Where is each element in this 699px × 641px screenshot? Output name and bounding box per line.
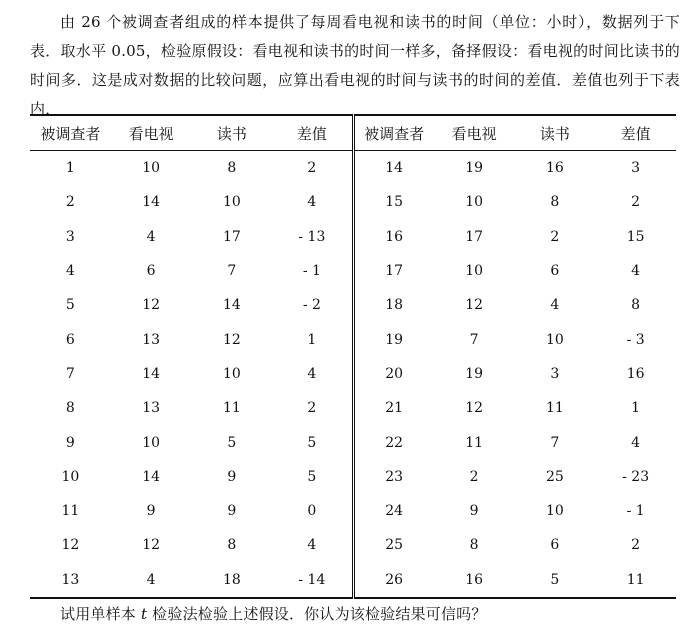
- table-row: [30, 494, 676, 528]
- table-cell: 8: [550, 194, 560, 211]
- table-cell: 6: [65, 331, 75, 348]
- table-cell: 5: [550, 571, 560, 588]
- table-row: [30, 563, 676, 598]
- table-row: [30, 460, 676, 494]
- table-cell: 11: [465, 434, 484, 451]
- table-cell: 3: [550, 365, 560, 382]
- table-cell: 12: [465, 297, 484, 314]
- table-cell: 25: [545, 468, 564, 485]
- table-row: [30, 391, 676, 425]
- table-cell: 17: [385, 263, 404, 280]
- table-cell: 13: [142, 400, 161, 417]
- table-cell: 4: [146, 571, 156, 588]
- table-cell: 9: [227, 503, 237, 520]
- header-respondent-left: 被调查者: [30, 115, 111, 151]
- table-cell: 21: [385, 400, 404, 417]
- table-cell: 4: [272, 357, 353, 391]
- table-cell: 10: [465, 194, 484, 211]
- table-cell: 8: [227, 537, 237, 554]
- table-cell: 19: [465, 160, 484, 177]
- table-cell: 8: [631, 297, 641, 314]
- table-row: [30, 220, 676, 254]
- table-cell: 9: [65, 434, 75, 451]
- table-cell: 11: [222, 400, 241, 417]
- table-header-row: [30, 115, 676, 151]
- table-cell: 10: [222, 194, 241, 211]
- table-cell: - 1: [272, 254, 353, 288]
- table-cell: 16: [626, 365, 645, 382]
- table-cell: 7: [550, 434, 560, 451]
- table-cell: - 14: [272, 563, 353, 598]
- table-cell: 16: [465, 571, 484, 588]
- table-cell: - 3: [626, 331, 645, 348]
- table-row: [30, 185, 676, 219]
- table-cell: 6: [550, 263, 560, 280]
- table-cell: 1: [65, 160, 75, 177]
- table-cell: 20: [385, 365, 404, 382]
- table-cell: - 23: [622, 468, 650, 485]
- table-cell: 16: [545, 160, 564, 177]
- table-cell: 19: [465, 365, 484, 382]
- table-row: [30, 322, 676, 356]
- table-cell: 12: [222, 331, 241, 348]
- table-cell: 2: [631, 194, 641, 211]
- table-cell: 2: [550, 228, 560, 245]
- table-cell: 5: [65, 297, 75, 314]
- table-row: [30, 288, 676, 322]
- table-cell: 1: [272, 322, 353, 356]
- header-respondent-right: 被调查者: [353, 115, 434, 151]
- question-variable: t: [140, 605, 148, 623]
- table-cell: 4: [272, 185, 353, 219]
- table-cell: 18: [385, 297, 404, 314]
- table-cell: 22: [385, 434, 404, 451]
- header-tv-left: 看电视: [111, 115, 192, 151]
- table-cell: - 1: [626, 503, 645, 520]
- table-cell: 2: [272, 151, 353, 186]
- table-cell: 17: [465, 228, 484, 245]
- table-cell: 13: [142, 331, 161, 348]
- table-cell: 23: [385, 468, 404, 485]
- table-cell: 5: [272, 425, 353, 459]
- header-diff-left: 差值: [272, 115, 353, 151]
- table-cell: 9: [227, 468, 237, 485]
- table-cell: 7: [469, 331, 479, 348]
- table-cell: 24: [385, 503, 404, 520]
- table-cell: 9: [146, 503, 156, 520]
- table-cell: 17: [222, 228, 241, 245]
- table-cell: 0: [272, 494, 353, 528]
- table-cell: 15: [385, 194, 404, 211]
- table-cell: 6: [550, 537, 560, 554]
- table-row: [30, 528, 676, 562]
- table-cell: 14: [142, 194, 161, 211]
- table-cell: 8: [469, 537, 479, 554]
- table-cell: 10: [61, 468, 80, 485]
- question-after: 检验法检验上述假设．你认为该检验结果可信吗？: [147, 605, 487, 623]
- table-cell: 10: [465, 263, 484, 280]
- intro-paragraph: 由 26 个被调查者组成的样本提供了每周看电视和读书的时间（单位：小时），数据列于下表．取水平 0.05，检验原假设：看电视和读书的时间一样多，备择假设：看电视的时间比读书的时间多．这是成对数据的比较问题，应算出看电视的时间与读书的时间的差值．差值也列于下表内．: [30, 13, 680, 118]
- table-row: [30, 425, 676, 459]
- table-cell: 2: [272, 391, 353, 425]
- table-row: [30, 254, 676, 288]
- table-cell: 10: [545, 331, 564, 348]
- table-cell: 11: [61, 503, 80, 520]
- table-cell: 4: [550, 297, 560, 314]
- table-cell: 10: [222, 365, 241, 382]
- table-cell: 14: [142, 365, 161, 382]
- table-cell: 18: [222, 571, 241, 588]
- table-cell: 26: [385, 571, 404, 588]
- table-cell: 3: [631, 160, 641, 177]
- question-text: [60, 603, 487, 624]
- table-cell: 5: [272, 460, 353, 494]
- table-cell: 5: [227, 434, 237, 451]
- table-cell: 16: [385, 228, 404, 245]
- table-cell: 2: [631, 537, 641, 554]
- table-cell: 14: [385, 160, 404, 177]
- table-cell: 14: [222, 297, 241, 314]
- table-cell: 8: [227, 160, 237, 177]
- header-reading-left: 读书: [192, 115, 273, 151]
- table-row: [30, 357, 676, 391]
- table-cell: - 2: [272, 288, 353, 322]
- table-row: [30, 151, 676, 186]
- table-cell: 7: [227, 263, 237, 280]
- table-cell: - 13: [272, 220, 353, 254]
- table-cell: 13: [61, 571, 80, 588]
- table-cell: 4: [65, 263, 75, 280]
- table-cell: 14: [142, 468, 161, 485]
- table-cell: 4: [631, 263, 641, 280]
- header-reading-right: 读书: [515, 115, 596, 151]
- table-cell: 1: [631, 400, 641, 417]
- data-table: [30, 114, 676, 599]
- table-cell: 3: [65, 228, 75, 245]
- table-cell: 8: [65, 400, 75, 417]
- table-cell: 4: [272, 528, 353, 562]
- table-cell: 25: [385, 537, 404, 554]
- table-cell: 4: [631, 434, 641, 451]
- table-cell: 11: [626, 571, 645, 588]
- table-cell: 10: [142, 434, 161, 451]
- table-cell: 4: [146, 228, 156, 245]
- header-diff-right: 差值: [595, 115, 676, 151]
- table-cell: 10: [545, 503, 564, 520]
- question-before: 试用单样本: [60, 605, 141, 623]
- table-cell: 9: [469, 503, 479, 520]
- table-cell: 15: [626, 228, 645, 245]
- table-cell: 10: [142, 160, 161, 177]
- table-cell: 7: [65, 365, 75, 382]
- table-cell: 12: [61, 537, 80, 554]
- table-cell: 6: [146, 263, 156, 280]
- header-tv-right: 看电视: [434, 115, 515, 151]
- table-cell: 19: [385, 331, 404, 348]
- table-cell: 12: [142, 297, 161, 314]
- table-cell: 11: [545, 400, 564, 417]
- table-cell: 12: [465, 400, 484, 417]
- table-cell: 2: [469, 468, 479, 485]
- table-cell: 12: [142, 537, 161, 554]
- table-cell: 2: [65, 194, 75, 211]
